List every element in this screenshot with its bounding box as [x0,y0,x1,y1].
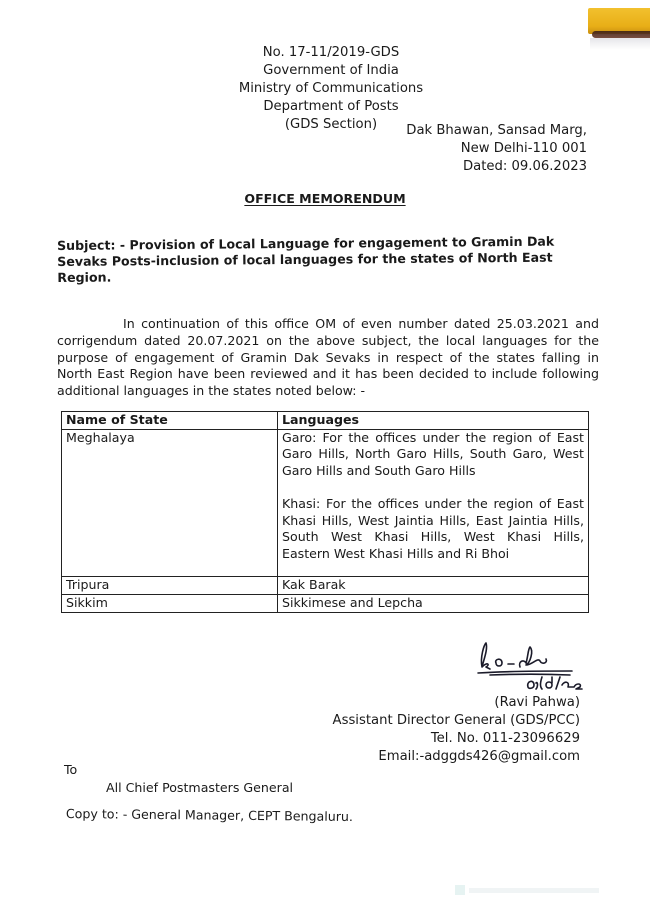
signatory-designation: Assistant Director General (GDS/PCC) [332,713,580,728]
state-cell: Tripura [62,577,278,595]
language-entry: Garo: For the offices under the region of East Garo Hills, North Garo Hills, South Garo, West Garo Hills and South Garo Hills [282,429,584,478]
tape-edge [592,31,650,38]
scanner-watermark [455,885,605,897]
signatory-details [300,694,580,766]
languages-cell: Kak Barak [278,577,589,595]
languages-cell [278,429,589,577]
recipient: All Chief Postmasters General [106,780,294,795]
languages-table [61,411,589,613]
file-number: No. 17-11/2019-GDS [262,45,400,60]
subject-line: Subject: - Provision of Local Language for engagement to Gramin Dak Sevaks Posts-inclusion of local languages for the states of North East Region. [57,233,555,285]
government-name: Government of India [263,63,399,78]
ministry-name: Ministry of Communications [238,81,424,96]
language-entry: Khasi: For the offices under the region of East Khasi Hills, West Jaintia Hills, East Jaintia Hills, South West Khasi Hills, West Khasi Hills, Eastern West Khasi Hills and Ri Bhoi [282,495,584,561]
letterhead [222,44,440,134]
signatory-phone: Tel. No. 011-23096629 [430,731,580,746]
handwritten-signature [476,637,586,691]
languages-cell: Sikkimese and Lepcha [278,594,589,612]
tape-shadow [590,38,650,50]
copy-to: Copy to: - General Manager, CEPT Bengaluru. [65,806,353,825]
body-text: In continuation of this office OM of even number dated 25.03.2021 and corrigendum dated 20.07.2021 on the above subject, the local languages for the purpose of engagement of Gramin Dak Sevaks in respect of the states falling in North East Region have been reviewed and it has been decided to include following additional languages in the states noted below: - [57,316,599,399]
department-name: Department of Posts [263,99,399,114]
table-header-row [62,412,589,430]
state-cell: Sikkim [62,594,278,612]
to-label: To [64,762,78,777]
body-paragraph [57,316,599,400]
address-line-1: Dak Bhawan, Sansad Marg, [406,123,587,138]
header-state: Name of State [62,412,278,430]
header-languages: Languages [278,412,589,430]
table-row [62,429,589,577]
state-cell: Meghalaya [62,429,278,577]
sender-address [380,122,587,176]
signatory-name: (Ravi Pahwa) [494,695,580,710]
table-row [62,594,589,612]
section-name: (GDS Section) [284,117,378,132]
address-line-2: New Delhi-110 001 [460,141,587,156]
document-title [0,191,650,206]
signatory-email: Email:-adggds426@gmail.com [378,749,580,764]
document-title-text: OFFICE MEMORENDUM [244,191,406,206]
document-date: Dated: 09.06.2023 [462,159,587,174]
table-row [62,577,589,595]
